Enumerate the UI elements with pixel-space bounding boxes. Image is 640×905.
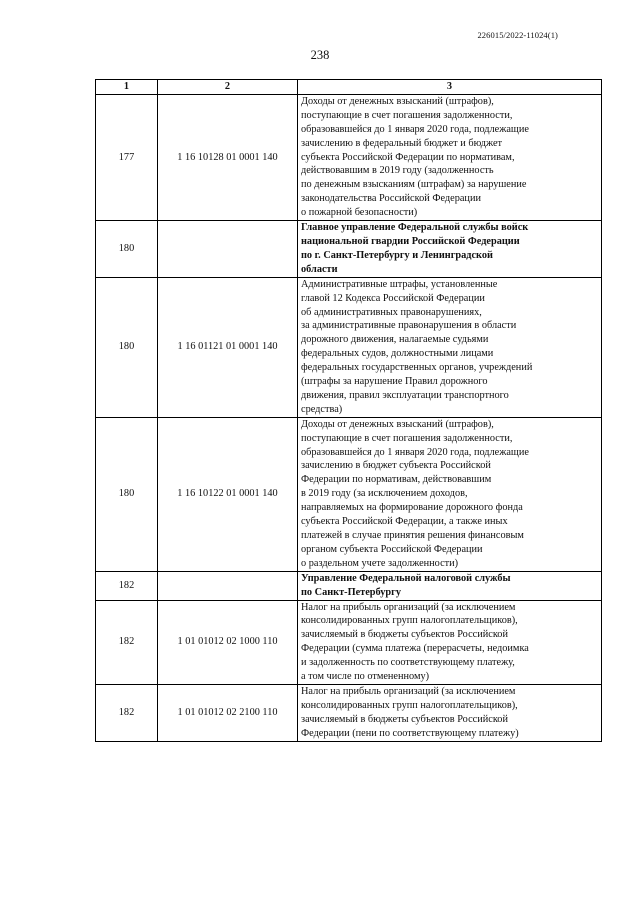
description-line: Федерации (пени по соответствующему платежу) bbox=[301, 727, 519, 739]
description-line: о пожарной безопасности) bbox=[301, 207, 418, 219]
admin-code-cell: 182 bbox=[96, 600, 158, 684]
description-cell bbox=[298, 600, 602, 684]
description-line: Федерации по нормативам, действовавшим bbox=[301, 474, 492, 486]
admin-code-cell: 180 bbox=[96, 221, 158, 278]
description-line: поступающие в счет погашения задолженности, bbox=[301, 432, 513, 444]
revenue-code-cell: 1 01 01012 02 1000 110 bbox=[158, 600, 298, 684]
description-line: субъекта Российской Федерации по нормативам, bbox=[301, 151, 515, 163]
description-line: органом субъекта Российской Федерации bbox=[301, 543, 483, 555]
document-id: 226015/2022-11024(1) bbox=[477, 30, 558, 40]
revenue-code-cell: 1 16 10122 01 0001 140 bbox=[158, 417, 298, 571]
description-cell bbox=[298, 684, 602, 741]
agency-name-cell bbox=[298, 221, 602, 278]
table-row bbox=[96, 94, 602, 220]
column-header-2: 2 bbox=[158, 80, 298, 95]
revenue-code-cell bbox=[158, 571, 298, 600]
description-line: зачислению в бюджет субъекта Российской bbox=[301, 460, 491, 472]
table-row bbox=[96, 684, 602, 741]
description-line: образовавшейся до 1 января 2020 года, подлежащие bbox=[301, 446, 529, 458]
description-line: Налог на прибыль организаций (за исключением bbox=[301, 685, 516, 697]
description-line: Административные штрафы, установленные bbox=[301, 278, 498, 290]
table-row bbox=[96, 221, 602, 278]
description-line: по денежным взысканиям (штрафам) за нарушение bbox=[301, 179, 527, 191]
description-line: за административные правонарушения в области bbox=[301, 320, 517, 332]
description-cell bbox=[298, 417, 602, 571]
description-line: Главное управление Федеральной службы войск bbox=[301, 222, 529, 234]
admin-code-cell: 182 bbox=[96, 571, 158, 600]
description-line: платежей в случае принятия решения финансовым bbox=[301, 530, 524, 541]
description-line: в 2019 году (за исключением доходов, bbox=[301, 488, 468, 500]
admin-code-cell: 180 bbox=[96, 417, 158, 571]
admin-code-cell: 180 bbox=[96, 277, 158, 417]
description-line: Доходы от денежных взысканий (штрафов), bbox=[301, 95, 494, 107]
table-row bbox=[96, 417, 602, 571]
description-cell bbox=[298, 94, 602, 220]
description-line: по г. Санкт-Петербургу и Ленинградской bbox=[301, 249, 493, 261]
description-line: по Санкт-Петербургу bbox=[301, 586, 401, 598]
description-line: национальной гвардии Российской Федерации bbox=[301, 235, 520, 247]
revenue-code-cell: 1 16 10128 01 0001 140 bbox=[158, 94, 298, 220]
table-body bbox=[96, 94, 602, 741]
description-cell bbox=[298, 277, 602, 417]
description-line: действовавшим в 2019 году (задолженность bbox=[301, 165, 494, 177]
description-line: о раздельном учете задолженности) bbox=[301, 557, 459, 569]
description-line: образовавшейся до 1 января 2020 года, подлежащие bbox=[301, 123, 529, 135]
description-line: законодательства Российской Федерации bbox=[301, 193, 481, 205]
description-line: (штрафы за нарушение Правил дорожного bbox=[301, 376, 488, 388]
description-line: направляемых на формирование дорожного фонда bbox=[301, 502, 523, 514]
page-number: 238 bbox=[310, 48, 330, 62]
column-header-1: 1 bbox=[96, 80, 158, 95]
table-row bbox=[96, 600, 602, 684]
revenue-code-cell bbox=[158, 221, 298, 278]
revenue-codes-table bbox=[95, 79, 602, 742]
description-line: дорожного движения, налагаемые судьями bbox=[301, 334, 489, 346]
revenue-code-cell: 1 01 01012 02 2100 110 bbox=[158, 684, 298, 741]
description-line: зачисляемый в бюджеты субъектов Российской bbox=[301, 713, 508, 725]
description-line: консолидированных групп налогоплательщиков), bbox=[301, 615, 518, 627]
admin-code-cell: 177 bbox=[96, 94, 158, 220]
description-line: Налог на прибыль организаций (за исключением bbox=[301, 601, 516, 613]
description-line: поступающие в счет погашения задолженности, bbox=[301, 109, 513, 121]
revenue-code-cell: 1 16 01121 01 0001 140 bbox=[158, 277, 298, 417]
description-line: консолидированных групп налогоплательщиков), bbox=[301, 699, 518, 711]
description-line: области bbox=[301, 263, 338, 275]
table-row bbox=[96, 277, 602, 417]
description-line: а том числе по отмененному) bbox=[301, 671, 430, 683]
description-line: Федерации (сумма платежа (перерасчеты, недоимка bbox=[301, 643, 529, 655]
description-line: Доходы от денежных взысканий (штрафов), bbox=[301, 418, 494, 430]
table-header-row bbox=[96, 80, 602, 95]
description-line: зачисляемый в бюджеты субъектов Российской bbox=[301, 629, 508, 641]
description-line: зачислению в федеральный бюджет и бюджет bbox=[301, 137, 503, 149]
description-line: об административных правонарушениях, bbox=[301, 306, 482, 318]
description-line: главой 12 Кодекса Российской Федерации bbox=[301, 292, 485, 304]
admin-code-cell: 182 bbox=[96, 684, 158, 741]
description-line: средства) bbox=[301, 403, 343, 415]
agency-name-cell bbox=[298, 571, 602, 600]
description-line: субъекта Российской Федерации, а также иных bbox=[301, 516, 508, 528]
table-row bbox=[96, 571, 602, 600]
description-line: и задолженность по соответствующему платежу, bbox=[301, 657, 515, 669]
column-header-3: 3 bbox=[298, 80, 602, 95]
description-line: федеральных государственных органов, учреждений bbox=[301, 362, 533, 374]
description-line: Управление Федеральной налоговой службы bbox=[301, 572, 511, 584]
description-line: федеральных судов, должностными лицами bbox=[301, 348, 494, 360]
description-line: движения, правил эксплуатации транспортного bbox=[301, 389, 509, 401]
